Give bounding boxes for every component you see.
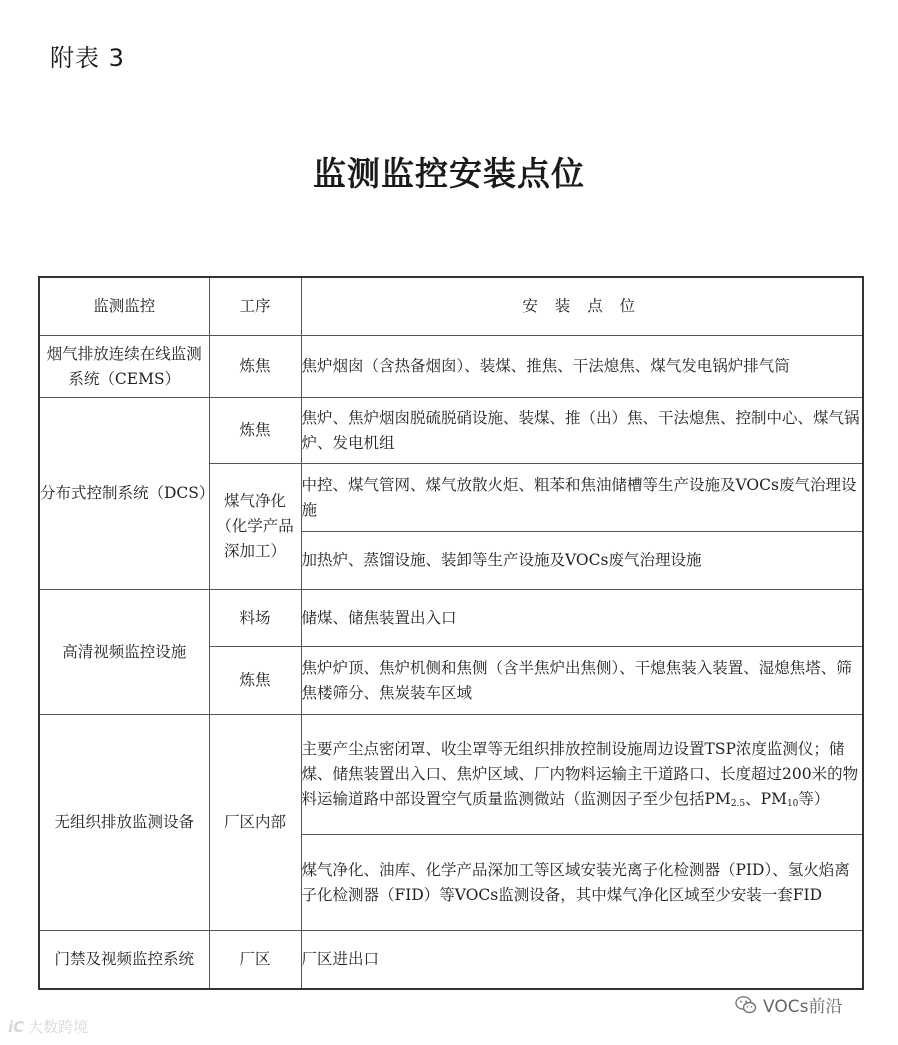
table-row-dcs-1 xyxy=(39,398,863,464)
watermark-left xyxy=(8,1016,88,1037)
wechat-icon xyxy=(735,995,757,1015)
cell-location-fugitive-1 xyxy=(301,715,863,835)
page-title: 监测监控安装点位 xyxy=(313,154,585,193)
cell-system-dcs: 分布式控制系统（DCS） xyxy=(39,398,209,590)
cell-location-fugitive-2: 煤气净化、油库、化学产品深加工等区域安装光离子化检测器（PID）、氢火焰离子化检测器（FID）等VOCs监测设备，其中煤气净化区域至少安装一套FID xyxy=(301,835,863,931)
cell-system-access: 门禁及视频监控系统 xyxy=(39,931,209,989)
header-process: 工序 xyxy=(209,277,301,336)
pm-separator: 、PM xyxy=(745,790,787,808)
cell-system-video: 高清视频监控设施 xyxy=(39,590,209,715)
table-row-cems xyxy=(39,336,863,398)
cell-process-dcs-1: 炼焦 xyxy=(209,398,301,464)
cell-process-dcs-2: 煤气净化（化学产品深加工） xyxy=(209,464,301,590)
watermark-right xyxy=(735,992,842,1017)
cell-process-video-2: 炼焦 xyxy=(209,647,301,715)
watermark-left-text: 大数跨境 xyxy=(28,1018,89,1036)
pm25-subscript: 2.5 xyxy=(730,799,746,809)
cell-location-dcs-2: 中控、煤气管网、煤气放散火炬、粗苯和焦油储槽等生产设施及VOCs废气治理设施 xyxy=(301,464,863,532)
cell-location-dcs-1: 焦炉、焦炉烟囱脱硫脱硝设施、装煤、推（出）焦、干法熄焦、控制中心、煤气锅炉、发电机组 xyxy=(301,398,863,464)
cell-process-video-1: 料场 xyxy=(209,590,301,647)
pm-end: 等） xyxy=(798,790,830,808)
cell-process-fugitive: 厂区内部 xyxy=(209,715,301,931)
watermark-logo-icon: iC xyxy=(8,1018,25,1036)
table-row-fugitive-1 xyxy=(39,715,863,835)
cell-location-video-2: 焦炉炉顶、焦炉机侧和焦侧（含半焦炉出焦侧）、干熄焦装入装置、湿熄焦塔、筛焦楼筛分、焦炭装车区域 xyxy=(301,647,863,715)
pm10-subscript: 10 xyxy=(786,799,799,809)
table-row-access xyxy=(39,931,863,989)
installation-table xyxy=(38,276,864,990)
appendix-label: 附表 3 xyxy=(50,44,125,72)
cell-location-video-1: 储煤、储焦装置出入口 xyxy=(301,590,863,647)
cell-process-access: 厂区 xyxy=(209,931,301,989)
table-header-row xyxy=(39,277,863,336)
watermark-right-text: VOCs前沿 xyxy=(763,997,843,1017)
cell-process-cems: 炼焦 xyxy=(209,336,301,398)
cell-system-fugitive: 无组织排放监测设备 xyxy=(39,715,209,931)
header-monitoring: 监测监控 xyxy=(39,277,209,336)
cell-location-cems: 焦炉烟囱（含热备烟囱）、装煤、推焦、干法熄焦、煤气发电锅炉排气筒 xyxy=(301,336,863,398)
cell-location-access: 厂区进出口 xyxy=(301,931,863,989)
header-location: 安 装 点 位 xyxy=(301,277,863,336)
cell-location-dcs-3: 加热炉、蒸馏设施、装卸等生产设施及VOCs废气治理设施 xyxy=(301,532,863,590)
fugitive-location-text: 主要产尘点密闭罩、收尘罩等无组织排放控制设施周边设置TSP浓度监测仪；储煤、储焦装置出入口、焦炉区域、厂内物料运输主干道路口、长度超过200米的物料运输道路中部设置空气质量监测微站（监测因子至少包括PM xyxy=(301,740,859,808)
cell-system-cems: 烟气排放连续在线监测系统（CEMS） xyxy=(39,336,209,398)
table-row-video-1 xyxy=(39,590,863,647)
